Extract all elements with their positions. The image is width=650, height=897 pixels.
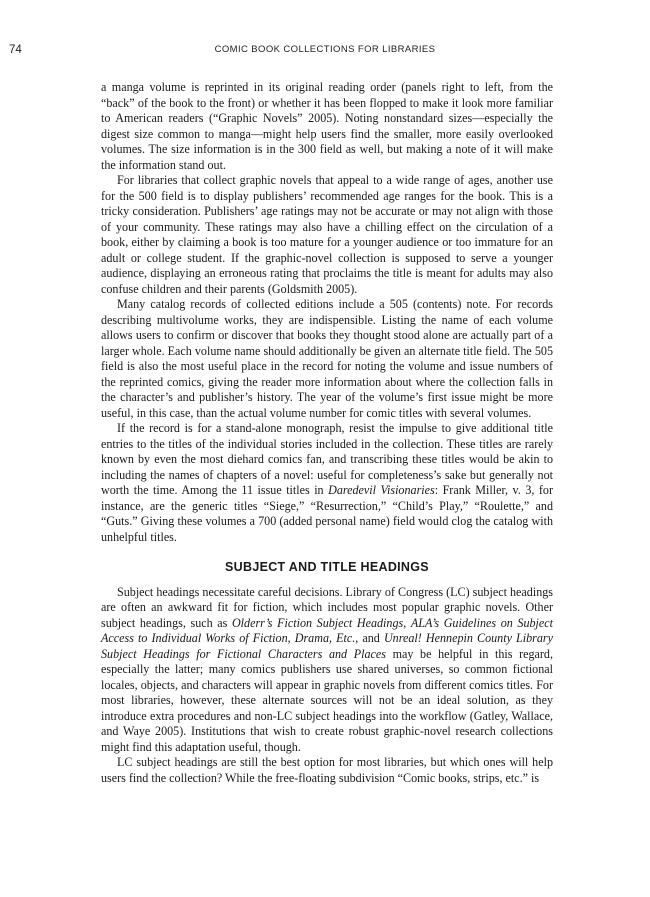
page-number: 74	[9, 44, 22, 56]
body-text	[101, 80, 553, 786]
paragraph-contents-note: Many catalog records of collected editions include a 505 (contents) note. For records describing multivolume works, they are indispensible. Listing the name of each volume allows users to confirm or discover that books they thought stood alone are actually part of a larger whole. Each volume name should additionally be given an alternate title field. The 505 field is also the most useful place in the record for noting the volume and issue numbers of the reprinted comics, giving the reader more information about where the collection falls in the character’s and publisher’s history. The year of the volume’s first issue might be more useful, in this case, than the actual volume number for comic titles with several volumes.	[101, 297, 553, 420]
paragraph-subject-headings	[101, 585, 553, 756]
text-run: If the record is for a stand-alone monograph, resist the impulse to give additional title entries to the titles of the individual stories included in the collection. These titles are rarely known by even the most diehard comics fan, and transcribing these titles would be akin to including the names of chapters of a novel: useful for completeness’s sake but generally not worth the time. Among the 11 issue titles in	[101, 421, 553, 497]
italic-title: Daredevil Visionaries	[328, 483, 435, 497]
text-run: ,	[403, 615, 411, 630]
text-run: Subject headings necessitate careful decisions. Library of Congress (LC) subject headings are often an awkward fit for fiction, which includes most popular graphic novels. Other subject headings, such as	[101, 584, 553, 630]
running-head: COMIC BOOK COLLECTIONS FOR LIBRARIES	[214, 44, 436, 55]
italic-title: ALA’s Guidelines on Subject Access to Individual Works of Fiction, Drama, Etc.	[101, 615, 554, 645]
paragraph-age-ratings: For libraries that collect graphic novels that appeal to a wide range of ages, another use for the 500 field is to display publishers’ recommended age ranges for the book. This is a tricky consideration. Publishers’ age ratings may not be accurate or may not align with those of your community. These ratings may also have a chilling effect on the circulation of a book, either by claiming a book is too mature for a younger audience or too immature for an adult or college student. If the graphic-novel collection is supposed to serve a younger audience, displaying an erroneous rating that proclaims the title is meant for adults may also confuse children and their parents (Goldsmith 2005).	[101, 173, 553, 296]
paragraph-title-entries	[101, 421, 553, 545]
italic-title: Olderr’s Fiction Subject Headings	[231, 615, 404, 630]
italic-title: Unreal! Hennepin County Library Subject Headings for Fictional Characters and Places	[101, 631, 553, 661]
paragraph-lc-headings: LC subject headings are still the best option for most libraries, but which ones will help users find the collection? While the free-floating subdivision “Comic books, strips, etc.” is	[101, 755, 553, 785]
paragraph-continued: a manga volume is reprinted in its original reading order (panels right to left, from the “back” of the book to the front) or whether it has been flopped to make it look more familiar to American readers (“Graphic Novels” 2005). Noting nonstandard sizes—especially the digest size common to manga—might help users find the smaller, more easily overlooked volumes. The size information is in the 300 field as well, but making a note of it will make the information stand out.	[101, 80, 553, 172]
text-run: may be helpful in this regard, especially the latter; many comics publishers use shared universes, so common fictional locales, objects, and characters will appear in graphic novels from different comics titles. For most libraries, however, these alternate sources will not be an ideal solution, as they introduce extra procedures and non-LC subject headings into the workflow (Gatley, Wallace, and Waye 2005). Institutions that wish to create robust graphic-novel research collections might find this adaptation useful, though.	[101, 646, 554, 754]
section-heading: SUBJECT AND TITLE HEADINGS	[225, 560, 429, 574]
text-run: , and	[355, 631, 384, 645]
text-run: : Frank Miller, v. 3, for instance, are the generic titles “Siege,” “Resurrection,” “Child’s Play,” “Roulette,” and “Guts.” Giving these volumes a 700 (added personal name) field would clog the catalog with unhelpful titles.	[101, 483, 553, 544]
